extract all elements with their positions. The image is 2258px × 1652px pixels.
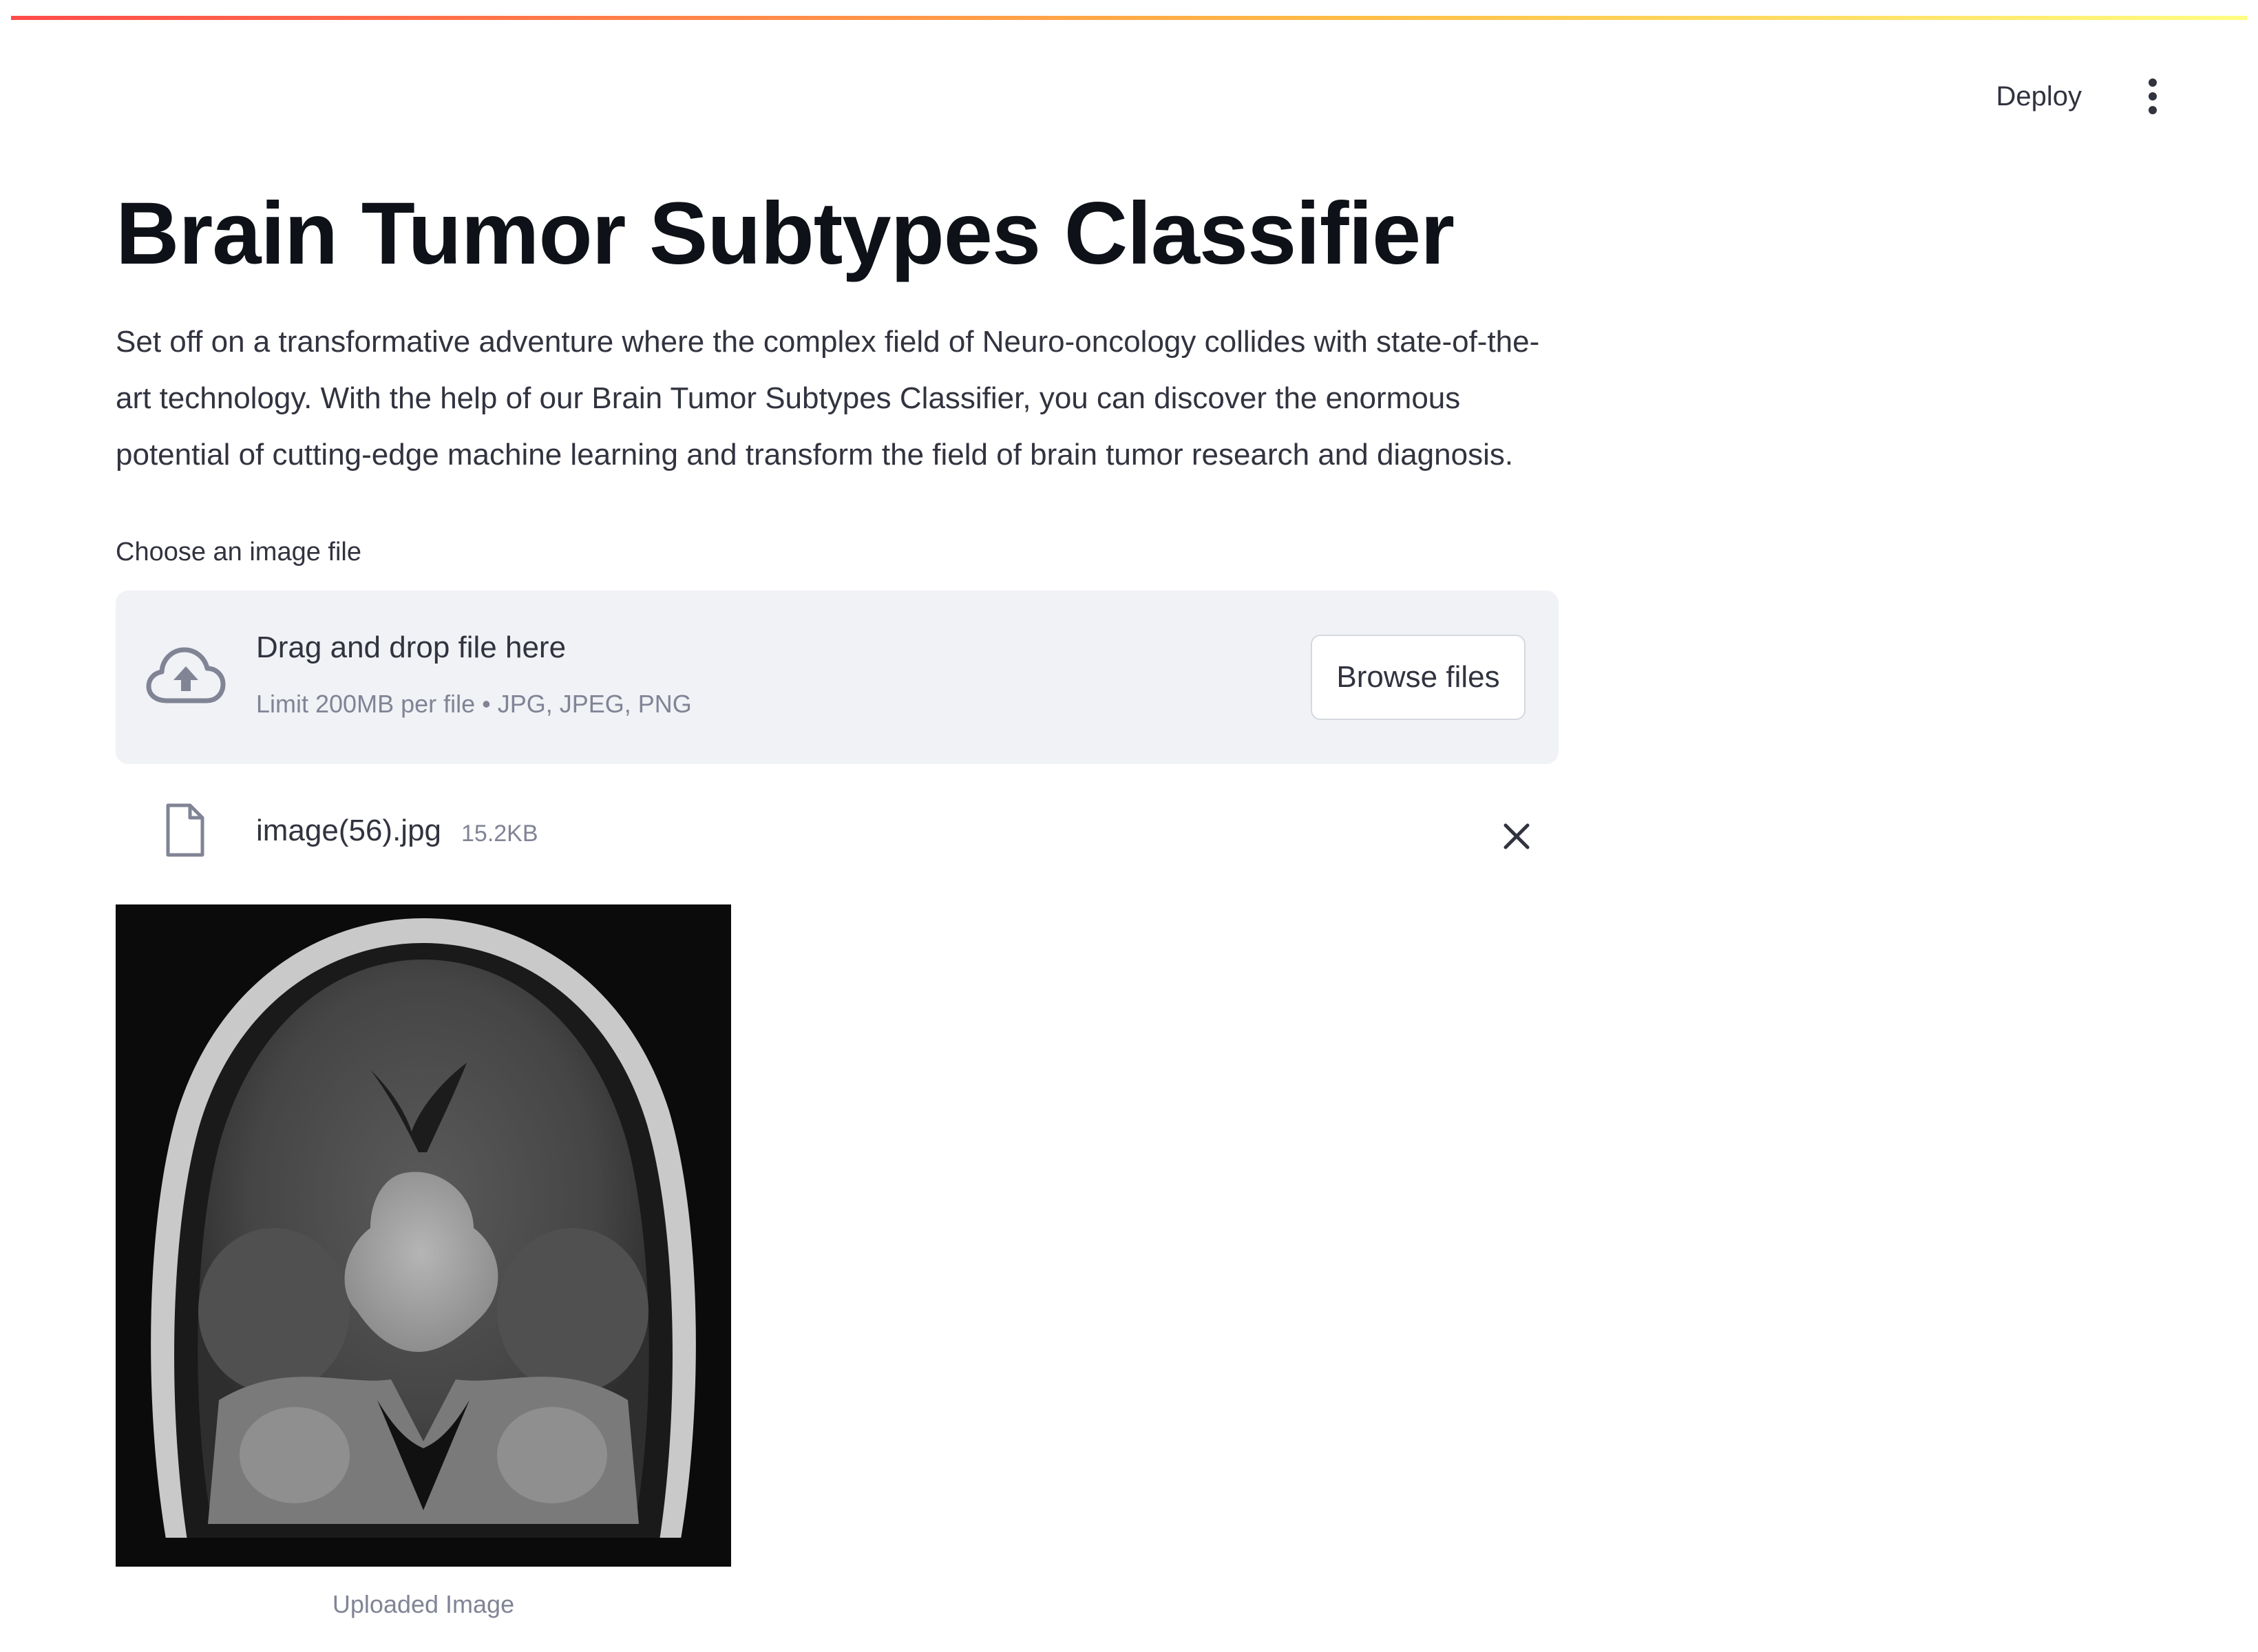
main-menu-button[interactable] [2129,72,2177,120]
deploy-button[interactable]: Deploy [1996,81,2082,112]
file-dropzone[interactable] [116,591,1559,764]
browse-files-button[interactable]: Browse files [1311,635,1526,720]
uploaded-file-name: image(56).jpg [256,814,442,847]
uploaded-file-size: 15.2KB [461,820,538,847]
dropzone-limit-text: Limit 200MB per file • JPG, JPEG, PNG [256,690,692,718]
close-icon [1503,823,1530,850]
page-title: Brain Tumor Subtypes Classifier [116,184,1454,283]
intro-paragraph: Set off on a transformative adventure where the complex field of Neuro-oncology collides with state-of-the-art technology. With the help of our Brain Tumor Subtypes Classifier, you can discover the enormous potential of cutting-edge machine learning and transform the field of brain tumor research and diagnosis. [116,325,1540,472]
uploaded-image-block [116,904,731,1619]
image-caption: Uploaded Image [332,1590,515,1618]
uploaded-file-row [116,786,1559,889]
uploader-label: Choose an image file [116,538,361,566]
vertical-ellipsis-icon [2146,77,2160,116]
uploaded-mri-image [116,904,731,1567]
cloud-upload-icon [146,643,226,712]
top-toolbar [1982,69,2177,124]
dropzone-title: Drag and drop file here [256,631,567,664]
remove-file-button[interactable] [1492,812,1541,860]
file-icon [164,803,205,858]
header-decoration-bar [11,16,2247,20]
main-content [116,172,1561,1619]
